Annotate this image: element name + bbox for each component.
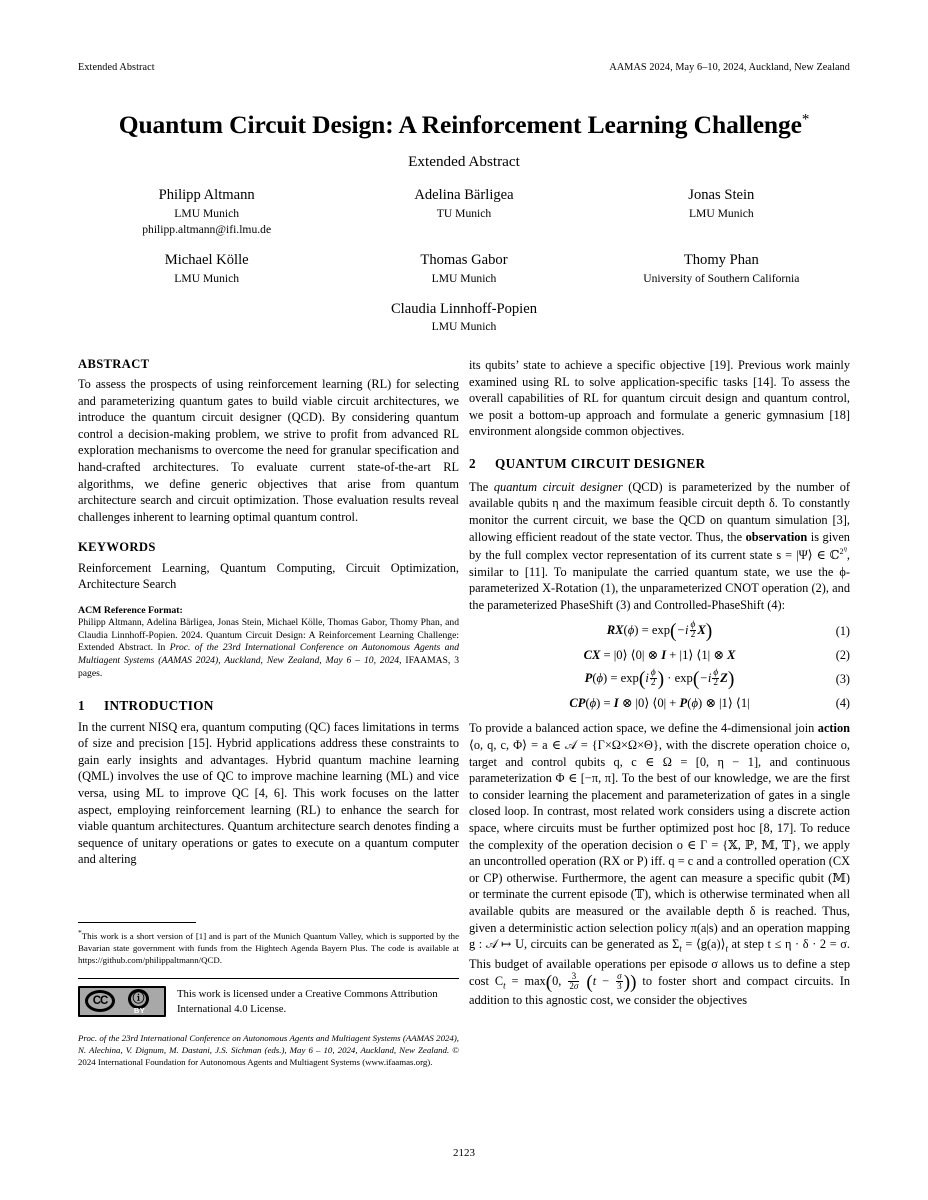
license-block — [78, 986, 459, 1017]
author-entry — [78, 251, 335, 287]
state-vector-exponent: 2η — [839, 545, 847, 556]
author-name: Adelina Bärligea — [414, 187, 514, 203]
paper-subtitle: Extended Abstract — [408, 153, 520, 171]
right-column — [469, 357, 850, 1018]
author-name: Jonas Stein — [688, 187, 755, 203]
s2-p1-b: (QCD) is parameterized by the number of available qubits η and the maximum feasible circuit depth δ. To constantly monitor the current circuit, we base the QCD on quantum simulation [3], allowing efficient readout of the state vector. Thus, the — [469, 479, 850, 544]
page-title — [78, 110, 850, 140]
copyright-rest: © 2024 International Foundation for Autonomous Agents and Multiagent Systems (www.ifaamas.org). — [78, 1044, 459, 1068]
title-block — [78, 110, 850, 171]
author-name: Philipp Altmann — [158, 187, 255, 203]
copyright-text — [78, 1032, 459, 1069]
author-name: Claudia Linnhoff-Popien — [390, 300, 538, 317]
running-head — [78, 62, 850, 73]
license-text: This work is licensed under a Creative Commons Attribution International 4.0 License. — [177, 987, 438, 1015]
equation-3 — [469, 668, 850, 690]
author-name: Thomy Phan — [683, 252, 759, 269]
s2-p2-bold: action — [817, 721, 850, 736]
footnote-marker: * — [78, 928, 82, 937]
step-cost-formula: = max(0, $\frac{3}{2\sigma}$ (t − $\frac{\sigma}{3}$ )) — [505, 970, 637, 993]
author-entry — [593, 186, 850, 239]
equation-4-body: CP(ϕ) = I ⊗ |0⟩ ⟨0| + P(ϕ) ⊗ |1⟩ ⟨1| — [569, 696, 750, 711]
author-row — [78, 300, 850, 336]
cc-circle-icon: CC — [85, 990, 115, 1012]
s2-p2-c: = ⟨g(a)⟩ — [681, 937, 726, 952]
equation-1-number: (1) — [835, 623, 850, 638]
acm-ref-italic: Proc. of the 23rd International Conference on Autonomous Agents and Multiagent Systems (AAMAS 2024), Auckland, New Zealand, May 6 – 10, 2024 — [78, 642, 459, 667]
by-label: BY — [133, 1005, 146, 1015]
equation-1 — [469, 620, 850, 642]
creative-commons-badge-icon — [78, 986, 166, 1017]
license-rule — [78, 978, 459, 979]
section2-paragraph-2 — [469, 720, 850, 1009]
author-entry — [306, 300, 623, 336]
author-affiliation: LMU Munich — [174, 271, 240, 285]
s2-p1-italic: quantum circuit designer — [493, 479, 623, 494]
author-list — [78, 186, 850, 336]
author-affiliation: LMU Munich — [431, 320, 497, 334]
s2-p2-b: ⟨o, q, c, Φ⟩ = a ∈ 𝒜 = {Γ×Ω×Ω×Θ}, with the discrete operation choice o, target and control qubits q, c ∈ Ω = [0, η − 1], and continuous parameterization Φ ∈ [−π, π]. To the best of our knowledge, we are the first to consider learning the placement and parameterization of gates in a single closed loop. In contrast, most related work considers using a discrete action space, where circuits must be further optimized post hoc [8, 17]. To reduce the complexity of the operation decision o ∈ Γ = {𝕏, ℙ, 𝕄, 𝕋}, we apply an uncontrolled operation (RX or P) iff. q = c and a controlled operation (CX or CP) otherwise. Furthermore, the agent can measure a specific qubit (𝕄) or terminate the current episode (𝕋), which is otherwise terminated when all available qubits are measured or the available depth δ is reached. Thus, given a deterministic action selection policy π(a|s) and an operation mapping g : 𝒜 ↦ U, circuits can be generated as Σ — [469, 737, 850, 952]
section2-paragraph-1 — [469, 479, 850, 614]
s2-p1-a: The — [469, 479, 494, 494]
footnote-text — [78, 928, 459, 967]
attribution-person-icon: ⓘ — [128, 989, 149, 1009]
section-number: 2 — [469, 455, 476, 471]
equation-2-body: CX = |0⟩ ⟨0| ⊗ I + |1⟩ ⟨1| ⊗ X — [583, 648, 736, 663]
left-column — [78, 357, 459, 877]
author-name: Thomas Gabor — [420, 252, 508, 269]
author-entry — [335, 186, 592, 239]
s2-p1-c: is given by the full complex vector representation of its current state s = |Ψ⟩ ∈ ℂ — [469, 529, 850, 563]
copyright-italic: Proc. of the 23rd International Conference on Autonomous Agents and Multiagent Systems (AAMAS 2024), N. Alechina, V. Dignum, M. Dastani, J.S. Sichman (eds.), May 6 – 10, 2024, Auckland, New Zealand. — [78, 1032, 459, 1055]
abstract-text: To assess the prospects of using reinforcement learning (RL) for selecting and parameterizing quantum gates to build viable circuit architectures, we introduce the quantum circuit designer (QCD). By considering quantum control a decision-making problem, we strive to profit from advanced RL exploration mechanisms to overcome the need for granular specification and hand-crafted architectures. To evaluate current state-of-the-art RL algorithms, we define generic objectives that arise from quantum architecture search and circuit optimization. Those evaluation results reveal challenges inherent to learning optimal quantum control. — [78, 377, 459, 524]
footnote-body: This work is a short version of [1] and is part of the Munich Quantum Valley, which is supported by the Bavarian state government with funds from the Hightech Agenda Bayern Plus. The code is available at https://github.com/philippaltmann/QCD. — [78, 930, 459, 966]
step-subscript: t — [725, 943, 728, 954]
author-affiliation: University of Southern California — [643, 271, 800, 285]
introduction-continued: its qubits’ state to achieve a specific objective [19]. Previous work mainly examined using RL to solve application-specific tasks [14]. To assess the overall capabilities of RL for quantum circuit design and quantum control, we posit a bottom-up approach and formulate a generic gymnasium [18] environment alongside common objectives. — [469, 358, 850, 439]
footnote-rule — [78, 922, 196, 923]
equation-block — [469, 620, 850, 714]
s2-p1-bold: observation — [745, 529, 808, 544]
author-name: Michael Kölle — [164, 252, 249, 269]
running-head-right: AAMAS 2024, May 6–10, 2024, Auckland, New Zealand — [609, 62, 850, 73]
author-affiliation: LMU Munich — [431, 271, 497, 285]
abstract-heading: ABSTRACT — [78, 357, 150, 371]
equation-2-number: (2) — [835, 647, 850, 662]
acm-ref-part2: , IFAAMAS, 3 pages. — [78, 655, 459, 679]
author-entry — [335, 251, 592, 287]
acm-reference-heading: ACM Reference Format: — [78, 604, 183, 616]
s2-p2-a: To provide a balanced action space, we define the 4-dimensional join — [469, 721, 818, 736]
s2-p2-e: to foster short and compact circuits. In addition to this agnostic cost, we consider the objectives — [469, 974, 851, 1008]
page-number: 2123 — [453, 1147, 475, 1159]
s2-p2-d: at step t ≤ η · δ · 2 = σ. This budget of available operations per episode σ allows us to define a step cost C — [469, 937, 851, 989]
running-head-left: Extended Abstract — [78, 62, 155, 73]
author-row — [78, 251, 850, 287]
paper-title-text: Quantum Circuit Design: A Reinforcement Learning Challenge — [118, 110, 802, 139]
acm-ref-part1: Philipp Altmann, Adelina Bärligea, Jonas Stein, Michael Kölle, Thomas Gabor, Thomy Phan, and Claudia Linnhoff-Popien. 2024. Quantum Circuit Design: A Reinforcement Learning Challenge: Extended Abstract. In — [78, 616, 459, 654]
equation-4 — [469, 692, 850, 714]
equation-1-body: RX(ϕ) = exp(−i $\frac{\phi}{2}$ X) — [606, 619, 713, 642]
introduction-paragraph: In the current NISQ era, quantum computing (QC) faces limitations in terms of size and precision [15]. Hybrid applications address these constraints to gain early insights and advantages. Hybrid quantum machine learning (QML) involves the use of QC to improve machine learning (ML) and vice versa, using ML to improve QC [4, 6]. This work focuses on the latter aspect, employing reinforcement learning (RL) to enhance the search for viable quantum architectures. Quantum architecture search denotes finding a sequence of unitary operations or gates to execute on a quantum computer and altering — [78, 719, 459, 867]
equation-4-number: (4) — [835, 695, 850, 710]
cost-subscript: t — [503, 980, 506, 991]
section-title: INTRODUCTION — [104, 697, 214, 713]
section-number: 1 — [78, 697, 85, 713]
sigma-subscript: t — [679, 943, 682, 954]
section-title: QUANTUM CIRCUIT DESIGNER — [495, 455, 706, 471]
author-entry — [78, 186, 335, 239]
author-affiliation: LMU Munich — [174, 206, 240, 220]
title-footnote-marker: * — [801, 111, 810, 128]
keywords-text: Reinforcement Learning, Quantum Computing, Circuit Optimization, Architecture Search — [78, 560, 459, 592]
introduction-heading — [78, 698, 459, 714]
equation-2 — [469, 644, 850, 666]
s2-p1-d: , similar to [11]. To manipulate the carried quantum state, we use the ϕ-parameterized X-Rotation (1), the unparameterized CNOT operation (2), and the parameterized PhaseShift (3) and Controlled-PhaseShift (4): — [469, 548, 850, 612]
author-email: philipp.altmann@ifi.lmu.de — [142, 223, 272, 237]
author-row — [78, 186, 850, 239]
author-affiliation: LMU Munich — [688, 206, 754, 220]
acm-reference-text — [78, 617, 459, 681]
author-affiliation: TU Munich — [436, 206, 492, 220]
section2-heading — [469, 456, 850, 472]
footnote-area — [78, 922, 459, 1069]
keywords-heading: KEYWORDS — [78, 540, 156, 555]
equation-3-number: (3) — [835, 671, 850, 686]
equation-3-body: P(ϕ) = exp(i $\frac{\phi}{2}$ ) · exp(−i $\frac{\phi}{2}$ Z) — [584, 667, 735, 690]
author-entry — [593, 251, 850, 287]
